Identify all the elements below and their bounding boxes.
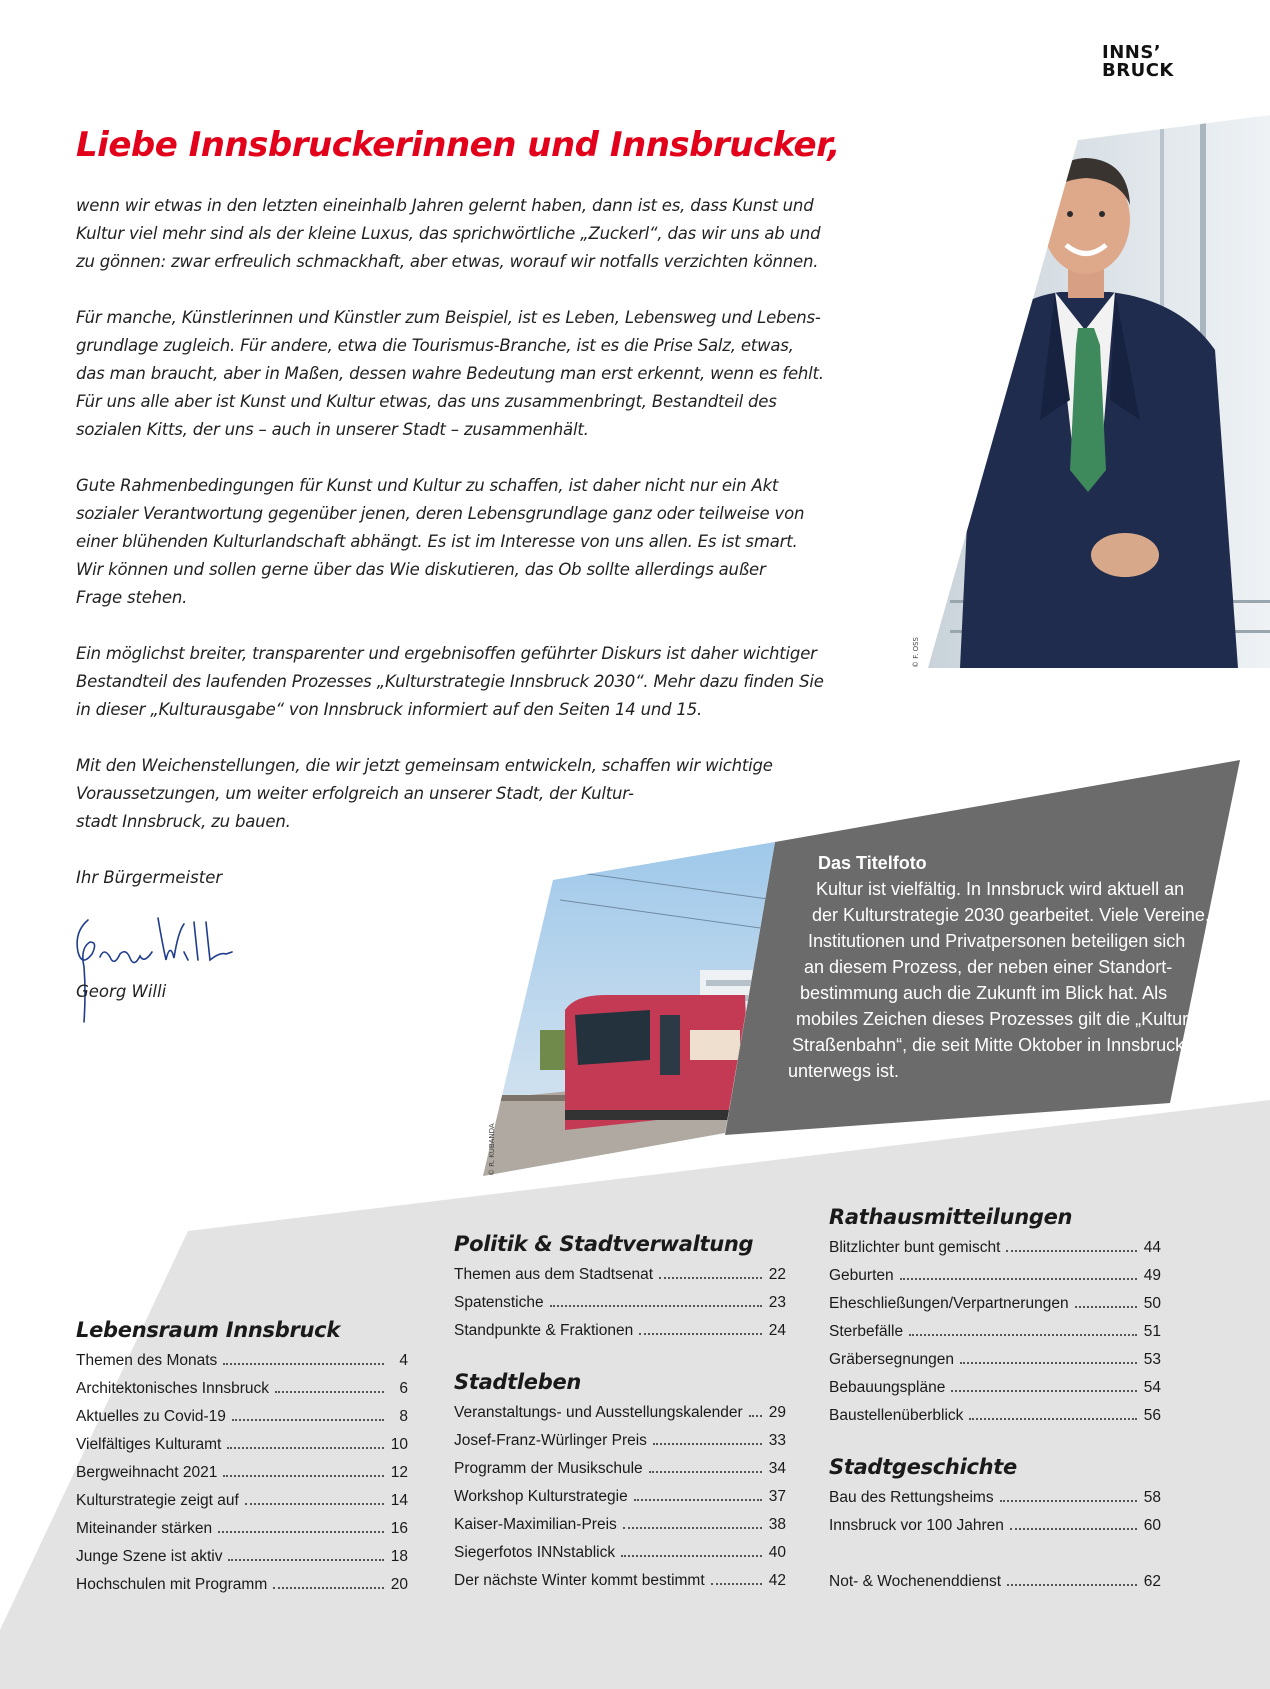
toc-entry-page: 20	[390, 1576, 408, 1593]
toc-leader-dots	[900, 1278, 1137, 1280]
toc-leader-dots	[621, 1555, 762, 1557]
toc-entry-page: 34	[768, 1460, 786, 1477]
toc-entry[interactable]	[454, 1516, 786, 1544]
toc-leader-dots	[1010, 1528, 1137, 1530]
toc-entry-page: 12	[390, 1464, 408, 1481]
portrait-photo	[928, 110, 1270, 670]
toc-entry[interactable]	[76, 1380, 408, 1408]
letter-closing: Ihr Bürgermeister	[76, 868, 223, 887]
caption-line: Kultur ist vielfältig. In Innsbruck wird aktuell an	[816, 879, 1185, 899]
toc-entry[interactable]	[76, 1492, 408, 1520]
toc-section-title: Lebensraum Innsbruck	[76, 1318, 340, 1342]
toc-leader-dots	[1000, 1500, 1137, 1502]
toc-entry[interactable]	[454, 1544, 786, 1572]
toc-leader-dots	[634, 1499, 762, 1501]
toc-entry-page: 4	[399, 1352, 408, 1369]
toc-entry[interactable]	[829, 1323, 1161, 1351]
toc-entry-page: 40	[768, 1544, 786, 1561]
toc-entry-page: 18	[390, 1548, 408, 1565]
toc-leader-dots	[969, 1418, 1137, 1420]
toc-entry-page: 51	[1143, 1323, 1161, 1340]
toc-entry[interactable]	[454, 1432, 786, 1460]
toc-entry-title: Kaiser-Maximilian-Preis	[454, 1516, 617, 1533]
toc-entry-title: Baustellenüberblick	[829, 1407, 964, 1424]
letter-paragraph-1: wenn wir etwas in den letzten eineinhalb Jahren gelernt haben, dann ist es, dass Kunst und Kultur viel mehr sind als der kleine Luxus, das sprichwörtliche „Zuckerl“, das wir uns ab und zu gönnen: zwar erfreulich schmackhaft, aber etwas, worauf wir notfalls verzichten können.	[76, 196, 821, 271]
toc-leader-dots	[1075, 1306, 1137, 1308]
toc-section-title: Stadtleben	[454, 1370, 582, 1394]
toc-entry-page: 14	[390, 1492, 408, 1509]
caption-line: der Kulturstrategie 2030 gearbeitet. Viele Vereine,	[812, 905, 1210, 925]
toc-leader-dots	[909, 1334, 1137, 1336]
toc-entry-page: 49	[1143, 1267, 1161, 1284]
toc-entry-title: Innsbruck vor 100 Jahren	[829, 1517, 1004, 1534]
toc-entry-page: 22	[768, 1266, 786, 1283]
caption-line: Straßenbahn“, die seit Mitte Oktober in Innsbruck	[792, 1035, 1185, 1055]
toc-entry-title: Bergweihnacht 2021	[76, 1464, 218, 1481]
toc-entry[interactable]	[829, 1295, 1161, 1323]
toc-entry-page: 29	[768, 1404, 786, 1421]
toc-leader-dots	[960, 1362, 1137, 1364]
letter-paragraph-3: Gute Rahmenbedingungen für Kunst und Kultur zu schaffen, ist daher nicht nur ein Akt sozialer Verantwortung gegenüber jenen, deren Lebensgrundlage ganz oder teilweise von einer blühenden Kulturlandschaft abhängt. Es ist im Interesse von uns allen. Es ist smart. Wir können und sollen gerne über das Wie diskutieren, das Ob sollte allerdings außer Frage stehen.	[76, 476, 805, 607]
toc-entry-title: Sterbefälle	[829, 1323, 904, 1340]
toc-entry-title: Eheschließungen/Verpartnerungen	[829, 1295, 1069, 1312]
toc-entry[interactable]	[454, 1572, 786, 1600]
toc-entry-page: 38	[768, 1516, 786, 1533]
toc-entry[interactable]	[829, 1351, 1161, 1379]
toc-entry[interactable]	[76, 1464, 408, 1492]
toc-entry-title: Kulturstrategie zeigt auf	[76, 1492, 239, 1509]
toc-entry[interactable]	[76, 1436, 408, 1464]
toc-entry-title: Gräbersegnungen	[829, 1351, 954, 1368]
toc-entry[interactable]	[829, 1267, 1161, 1295]
toc-politik-stadtleben	[454, 1232, 786, 1600]
toc-entry[interactable]	[454, 1404, 786, 1432]
toc-leader-dots	[711, 1583, 762, 1585]
toc-entry-title: Standpunkte & Fraktionen	[454, 1322, 634, 1339]
toc-leader-dots	[1006, 1250, 1137, 1252]
signature-image	[70, 912, 240, 1032]
toc-entry[interactable]	[454, 1294, 786, 1322]
caption-line: Institutionen und Privatpersonen beteiligen sich	[808, 931, 1186, 951]
toc-section-title: Rathausmitteilungen	[829, 1205, 1073, 1229]
toc-entry-title: Josef-Franz-Würlinger Preis	[454, 1432, 647, 1449]
toc-entry-title: Workshop Kulturstrategie	[454, 1488, 628, 1505]
toc-leader-dots	[228, 1559, 384, 1561]
toc-entry[interactable]	[829, 1517, 1161, 1545]
toc-entry[interactable]	[454, 1266, 786, 1294]
toc-entry-title: Programm der Musikschule	[454, 1460, 643, 1477]
toc-entry-title: Spatenstiche	[454, 1294, 544, 1311]
toc-entry-title: Blitzlichter bunt gemischt	[829, 1239, 1001, 1256]
toc-entry-title: Themen aus dem Stadtsenat	[454, 1266, 654, 1283]
toc-entry-page: 33	[768, 1432, 786, 1449]
toc-entry[interactable]	[76, 1520, 408, 1548]
toc-entry-title: Veranstaltungs- und Ausstellungskalender	[454, 1404, 743, 1421]
toc-entry[interactable]	[454, 1460, 786, 1488]
toc-section-title: Politik & Stadtverwaltung	[454, 1232, 754, 1256]
caption-line: mobiles Zeichen dieses Prozesses gilt die „Kultur-	[796, 1009, 1195, 1029]
caption-line: an diesem Prozess, der neben einer Standort-	[804, 957, 1173, 977]
toc-leader-dots	[659, 1277, 762, 1279]
toc-entry[interactable]	[76, 1408, 408, 1436]
toc-leader-dots	[245, 1503, 384, 1505]
logo-line-2: BRUCK	[1102, 60, 1174, 81]
toc-leader-dots	[227, 1447, 384, 1449]
innsbruck-logo	[1102, 44, 1174, 80]
toc-entry-title: Not- & Wochenenddienst	[829, 1573, 1002, 1590]
logo-line-1: INNS’	[1102, 42, 1162, 63]
toc-entry[interactable]	[829, 1489, 1161, 1517]
toc-entry[interactable]	[76, 1548, 408, 1576]
page-title: Liebe Innsbruckerinnen und Innsbrucker,	[76, 125, 840, 165]
toc-entry[interactable]	[76, 1576, 408, 1604]
tram-credit: © R. KUBANDA	[488, 1123, 496, 1176]
toc-entry-title: Architektonisches Innsbruck	[76, 1380, 269, 1397]
toc-entry[interactable]	[829, 1239, 1161, 1267]
toc-entry[interactable]	[454, 1488, 786, 1516]
toc-entry[interactable]	[829, 1379, 1161, 1407]
toc-entry-title: Der nächste Winter kommt bestimmt	[454, 1572, 705, 1589]
toc-section-title: Stadtgeschichte	[829, 1455, 1017, 1479]
toc-rathaus-stadtgeschichte	[829, 1205, 1161, 1601]
toc-entry-page: 6	[399, 1380, 408, 1397]
toc-entry[interactable]	[829, 1407, 1161, 1435]
toc-entry-title: Themen des Monats	[76, 1352, 218, 1369]
toc-entry-page: 62	[1143, 1573, 1161, 1590]
letter-paragraph-4: Ein möglichst breiter, transparenter und ergebnisoffen geführter Diskurs ist daher wichtiger Bestandteil des laufenden Prozesses „Kulturstrategie Innsbruck 2030“. Mehr dazu finden Sie in dieser „Kulturausgabe“ von Innsbruck informiert auf den Seiten 14 und 15.	[76, 644, 824, 719]
toc-entry-title: Junge Szene ist aktiv	[76, 1548, 223, 1565]
toc-entry-page: 44	[1143, 1239, 1161, 1256]
toc-entry-page: 56	[1143, 1407, 1161, 1424]
toc-entry-page: 16	[390, 1520, 408, 1537]
toc-leader-dots	[273, 1587, 384, 1589]
toc-leader-dots	[218, 1531, 384, 1533]
letter-body	[76, 192, 836, 864]
cover-photo-caption	[790, 850, 1210, 1084]
toc-entry-title: Siegerfotos INNstablick	[454, 1544, 616, 1561]
portrait-credit: © F. OSS	[912, 637, 920, 668]
toc-leader-dots	[623, 1527, 762, 1529]
toc-entry-page: 42	[768, 1572, 786, 1589]
letter-paragraph-2: Für manche, Künstlerinnen und Künstler zum Beispiel, ist es Leben, Lebensweg und Lebens- grundlage zugleich. Für andere, etwa die Tourismus-Branche, ist es die Prise Salz, etwas, das man braucht, aber in Maßen, dessen wahre Bedeutung man erst erkennt, wenn es fehlt. Für uns alle aber ist Kunst und Kultur etwas, das uns zusammenbringt, Bestandteil des sozialen Kitts, der uns – auch in unserer Stadt – zusammenhält.	[76, 308, 824, 439]
toc-entry-title: Vielfältiges Kulturamt	[76, 1436, 222, 1453]
toc-entry-page: 24	[768, 1322, 786, 1339]
toc-entry-title: Geburten	[829, 1267, 894, 1284]
signature-name: Georg Willi	[76, 982, 167, 1001]
toc-entry-title: Aktuelles zu Covid-19	[76, 1408, 226, 1425]
toc-leader-dots	[275, 1391, 384, 1393]
toc-entry-title: Bau des Rettungsheims	[829, 1489, 994, 1506]
toc-entry-page: 50	[1143, 1295, 1161, 1312]
toc-entry-page: 58	[1143, 1489, 1161, 1506]
cover-photo-caption-title: Das Titelfoto	[818, 853, 927, 873]
toc-entry-page: 60	[1143, 1517, 1161, 1534]
toc-leader-dots	[223, 1363, 384, 1365]
toc-entry-page: 54	[1143, 1379, 1161, 1396]
toc-leader-dots	[223, 1475, 384, 1477]
toc-entry-page: 8	[399, 1408, 408, 1425]
toc-entry-page: 37	[768, 1488, 786, 1505]
toc-leader-dots	[1007, 1584, 1137, 1586]
toc-lebensraum	[76, 1318, 408, 1604]
toc-entry[interactable]	[76, 1352, 408, 1380]
caption-line: bestimmung auch die Zukunft im Blick hat. Als	[800, 983, 1168, 1003]
toc-entry[interactable]	[454, 1322, 786, 1350]
toc-leader-dots	[649, 1471, 762, 1473]
toc-entry-page: 53	[1143, 1351, 1161, 1368]
toc-entry-title: Miteinander stärken	[76, 1520, 213, 1537]
toc-leader-dots	[639, 1333, 762, 1335]
toc-entry-title: Hochschulen mit Programm	[76, 1576, 268, 1593]
toc-entry-page: 10	[390, 1436, 408, 1453]
letter-paragraph-5: Mit den Weichenstellungen, die wir jetzt gemeinsam entwickeln, schaffen wir wichtige Voraussetzungen, um weiter erfolgreich an unserer Stadt, der Kultur- stadt Innsbruck, zu bauen.	[76, 756, 773, 831]
toc-leader-dots	[550, 1305, 762, 1307]
toc-entry-title: Bebauungspläne	[829, 1379, 946, 1396]
toc-leader-dots	[653, 1443, 762, 1445]
toc-entry-page: 23	[768, 1294, 786, 1311]
toc-leader-dots	[951, 1390, 1137, 1392]
toc-leader-dots	[232, 1419, 384, 1421]
toc-entry[interactable]	[829, 1573, 1161, 1601]
toc-leader-dots	[749, 1415, 762, 1417]
caption-line: unterwegs ist.	[788, 1061, 900, 1081]
